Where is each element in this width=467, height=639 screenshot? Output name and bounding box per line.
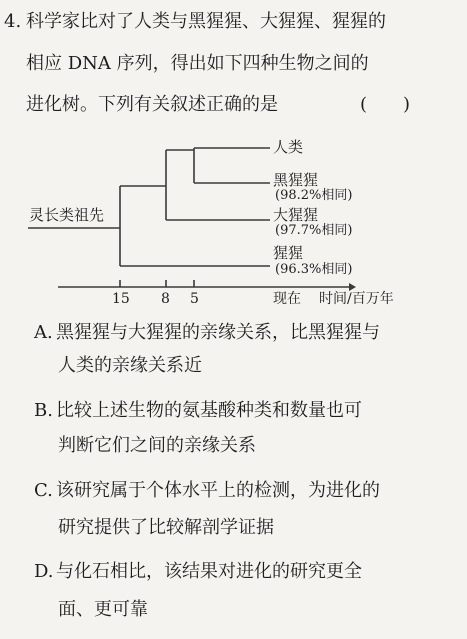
option-a-line-2: 人类的亲缘关系近: [58, 355, 202, 376]
option-d-letter: D.: [34, 561, 54, 582]
axis-tick-8: 8: [161, 291, 170, 307]
leaf-gorilla-similarity: (97.7%相同): [275, 223, 353, 238]
option-b-letter: B.: [34, 400, 53, 421]
option-d-line-1: [34, 560, 362, 584]
option-c-line-2: 研究提供了比较解剖学证据: [58, 517, 274, 538]
axis-tick-5: 5: [190, 291, 199, 307]
question-stem-line-2: 相应 DNA 序列，得出如下四种生物之间的: [26, 53, 369, 74]
axis-unit-label: 时间/百万年: [319, 291, 394, 307]
option-c-letter: C.: [34, 480, 53, 501]
leaf-human: 人类: [273, 138, 304, 156]
option-b-text-1: 比较上述生物的氨基酸种类和数量也可: [56, 400, 362, 421]
option-a-line-1: [34, 321, 380, 345]
option-c-text-1: 该研究属于个体水平上的检测，为进化的: [56, 480, 380, 501]
option-d-line-2: 面、更可靠: [58, 599, 148, 620]
option-d-text-1: 与化石相比，该结果对进化的研究更全: [56, 561, 362, 582]
option-c-line-1: [34, 479, 380, 503]
leaf-gorilla: 大猩猩: [273, 206, 319, 224]
option-a-letter: A.: [34, 322, 53, 343]
question-number: 4.: [4, 11, 22, 32]
leaf-orangutan-similarity: (96.3%相同): [275, 262, 353, 277]
leaf-chimpanzee-similarity: (98.2%相同): [275, 188, 353, 203]
axis-tick-15: 15: [112, 291, 130, 307]
answer-parentheses: ( ): [360, 94, 411, 115]
option-b-line-2: 判断它们之间的亲缘关系: [58, 435, 256, 456]
axis-now-label: 现在: [273, 291, 301, 307]
leaf-chimpanzee: 黑猩猩: [273, 171, 319, 189]
question-stem-line-1: 科学家比对了人类与黑猩猩、大猩猩、猩猩的: [26, 11, 386, 32]
leaf-orangutan: 猩猩: [273, 244, 304, 262]
question-stem-line-3: 进化树。下列有关叙述正确的是: [26, 94, 278, 115]
root-label: 灵长类祖先: [29, 206, 105, 224]
axis-arrow-icon: [349, 283, 356, 291]
option-b-line-1: [34, 399, 362, 423]
option-a-text-1: 黑猩猩与大猩猩的亲缘关系，比黑猩猩与: [56, 322, 380, 343]
